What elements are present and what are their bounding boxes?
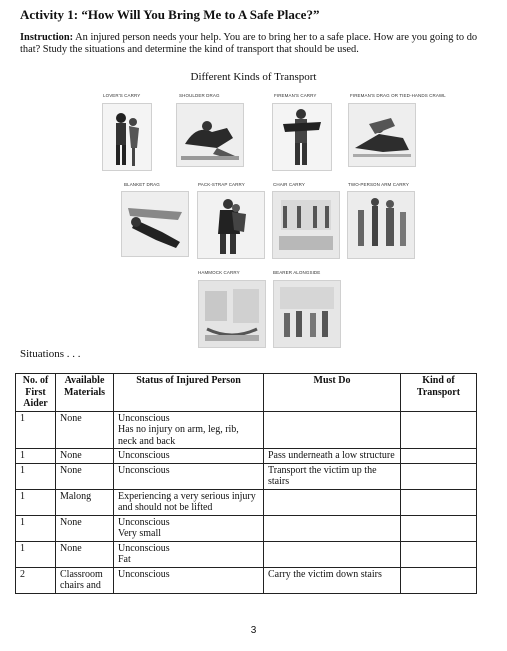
table-row [16,489,477,515]
transport-answer-cell[interactable] [401,515,477,541]
firemans-carry-image [272,103,332,171]
blanket-drag-image [121,191,189,257]
table-row [16,411,477,449]
header-kind-of-transport: Kind of Transport [401,374,477,412]
materials-cell: None [56,449,114,464]
must-do-cell: Transport the victim up the stairs [264,463,401,489]
must-do-cell [264,489,401,515]
transport-caption: FIREMAN'S CARRY [274,93,317,98]
transport-answer-cell[interactable] [401,489,477,515]
situations-label: Situations . . . [20,348,81,360]
instruction-text: An injured person needs your help. You are to bring her to a safe place. How are you going to do that? Study the situations and determine the kind of transport that should be used. [20,32,478,55]
firemans-drag-image [348,103,416,167]
transport-answer-cell[interactable] [401,541,477,567]
hammock-carry-image [198,280,266,348]
header-status: Status of Injured Person [114,374,264,412]
status-cell [114,541,264,567]
transport-caption: TWO-PERSON ARM CARRY [348,182,409,187]
materials-cell: Classroom chairs and [56,567,114,593]
status-cell: Unconscious [114,449,264,464]
status-cell: Unconscious [114,567,264,593]
first-aider-cell: 1 [16,515,56,541]
instruction-label: Instruction: [20,32,74,43]
materials-cell: Malong [56,489,114,515]
status-cell [114,515,264,541]
page-number: 3 [250,625,257,636]
transport-caption: SHOULDER DRAG [179,93,220,98]
transport-answer-cell[interactable] [401,567,477,593]
table-row [16,541,477,567]
activity-title: Activity 1: “How Will You Bring Me to A Safe Place?” [20,7,320,22]
table-header-row [16,374,477,412]
instruction-paragraph [20,32,488,56]
header-first-aider: No. of First Aider [16,374,56,412]
status-cell [114,411,264,449]
situations-table [15,373,477,594]
bearer-alongside-image [273,280,341,348]
status-line: Unconscious Very small [118,516,170,539]
transport-caption: BLANKET DRAG [124,182,160,187]
first-aider-cell: 1 [16,411,56,449]
first-aider-cell: 1 [16,449,56,464]
header-must-do: Must Do [264,374,401,412]
materials-cell: None [56,411,114,449]
pack-strap-carry-image [197,191,265,259]
transport-caption: HAMMOCK CARRY [198,270,240,275]
materials-cell: None [56,515,114,541]
status-cell: Experiencing a very serious injury and should not be lifted [114,489,264,515]
transport-caption: PACK-STRAP CARRY [198,182,245,187]
first-aider-cell: 1 [16,541,56,567]
status-cell: Unconscious [114,463,264,489]
shoulder-drag-image [176,103,244,167]
table-row [16,515,477,541]
transport-answer-cell[interactable] [401,411,477,449]
chair-carry-image [272,191,340,259]
first-aider-cell: 2 [16,567,56,593]
materials-cell: None [56,463,114,489]
section-subheading: Different Kinds of Transport [190,71,317,83]
two-person-arm-carry-image [347,191,415,259]
table-row [16,463,477,489]
materials-cell: None [56,541,114,567]
table-row [16,449,477,464]
transport-caption: FIREMAN'S DRAG OR TIED-HANDS CRAWL [350,93,446,98]
transport-caption: LOVER'S CARRY [103,93,141,98]
must-do-cell [264,541,401,567]
transport-answer-cell[interactable] [401,449,477,464]
transport-answer-cell[interactable] [401,463,477,489]
status-line: Unconscious Fat [118,542,170,565]
must-do-cell [264,515,401,541]
must-do-cell [264,411,401,449]
transport-caption: BEARER ALONGSIDE [273,270,321,275]
transport-caption: CHAIR CARRY [273,182,306,187]
must-do-cell: Carry the victim down stairs [264,567,401,593]
must-do-cell: Pass underneath a low structure [264,449,401,464]
first-aider-cell: 1 [16,463,56,489]
table-row [16,567,477,593]
status-line: Unconscious Has no injury on arm, leg, rib, neck and back [118,412,239,447]
lovers-carry-image [102,103,152,171]
first-aider-cell: 1 [16,489,56,515]
header-materials: Available Materials [56,374,114,412]
